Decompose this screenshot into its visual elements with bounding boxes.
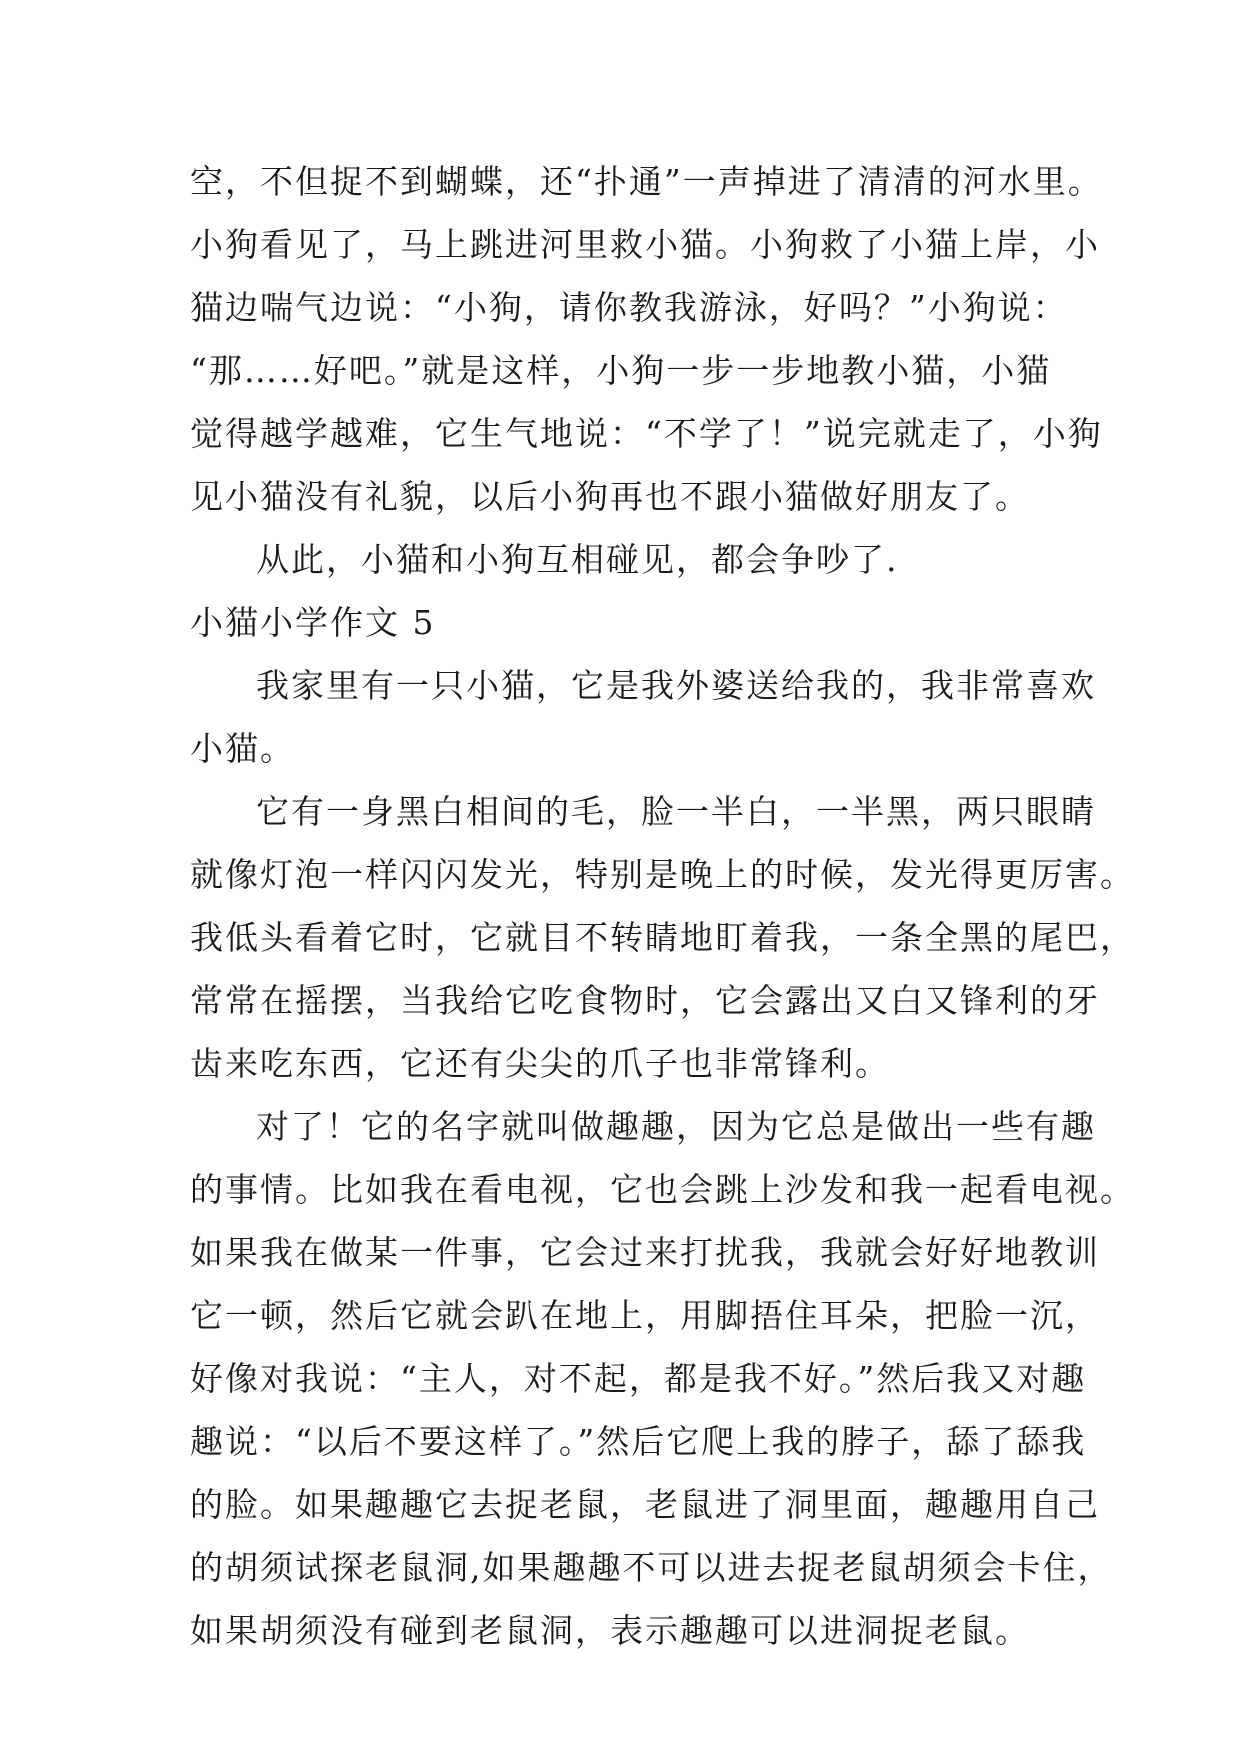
- text-line: 我低头看着它时，它就目不转睛地盯着我，一条全黑的尾巴，: [190, 918, 1135, 957]
- text-line: 好像对我说：“主人，对不起，都是我不好。”然后我又对趣: [190, 1359, 1087, 1398]
- paragraph-start-line: 它有一身黑白相间的毛，脸一半白，一半黑，两只眼睛: [256, 792, 1096, 831]
- text-line: “那……好吧。”就是这样，小狗一步一步地教小猫，小猫: [190, 351, 1052, 390]
- section-heading: 小猫小学作文 5: [190, 603, 436, 642]
- text-line: 齿来吃东西，它还有尖尖的爪子也非常锋利。: [190, 1044, 890, 1083]
- text-line: 空，不但捉不到蝴蝶，还“扑通”一声掉进了清清的河水里。: [190, 162, 1103, 201]
- text-line: 的事情。比如我在看电视，它也会跳上沙发和我一起看电视。: [190, 1170, 1135, 1209]
- text-line: 小狗看见了，马上跳进河里救小猫。小狗救了小猫上岸，小: [190, 225, 1100, 264]
- text-line: 趣说：“以后不要这样了。”然后它爬上我的脖子，舔了舔我: [190, 1422, 1087, 1461]
- paragraph-start-line: 我家里有一只小猫，它是我外婆送给我的，我非常喜欢: [256, 666, 1096, 705]
- text-line: 猫边喘气边说：“小狗，请你教我游泳，好吗？”小狗说：: [190, 288, 1068, 327]
- text-line: 觉得越学越难，它生气地说：“不学了！”说完就走了，小狗: [190, 414, 1103, 453]
- document-page: [190, 150, 1135, 1662]
- text-line: 如果我在做某一件事，它会过来打扰我，我就会好好地教训: [190, 1233, 1100, 1272]
- paragraph-start-line: 从此，小猫和小狗互相碰见，都会争吵了.: [256, 540, 899, 579]
- text-line: 小猫。: [190, 729, 295, 768]
- text-line: 的脸。如果趣趣它去捉老鼠，老鼠进了洞里面，趣趣用自己: [190, 1485, 1100, 1524]
- text-line: 常常在摇摆，当我给它吃食物时，它会露出又白又锋利的牙: [190, 981, 1100, 1020]
- paragraph-start-line: 对了！它的名字就叫做趣趣，因为它总是做出一些有趣: [256, 1107, 1096, 1146]
- text-line: 就像灯泡一样闪闪发光，特别是晚上的时候，发光得更厉害。: [190, 855, 1135, 894]
- text-line: 它一顿，然后它就会趴在地上，用脚捂住耳朵，把脸一沉，: [190, 1296, 1100, 1335]
- text-line: 如果胡须没有碰到老鼠洞，表示趣趣可以进洞捉老鼠。: [190, 1611, 1030, 1650]
- text-line: 的胡须试探老鼠洞,如果趣趣不可以进去捉老鼠胡须会卡住，: [190, 1548, 1113, 1587]
- text-line: 见小猫没有礼貌，以后小狗再也不跟小猫做好朋友了。: [190, 477, 1030, 516]
